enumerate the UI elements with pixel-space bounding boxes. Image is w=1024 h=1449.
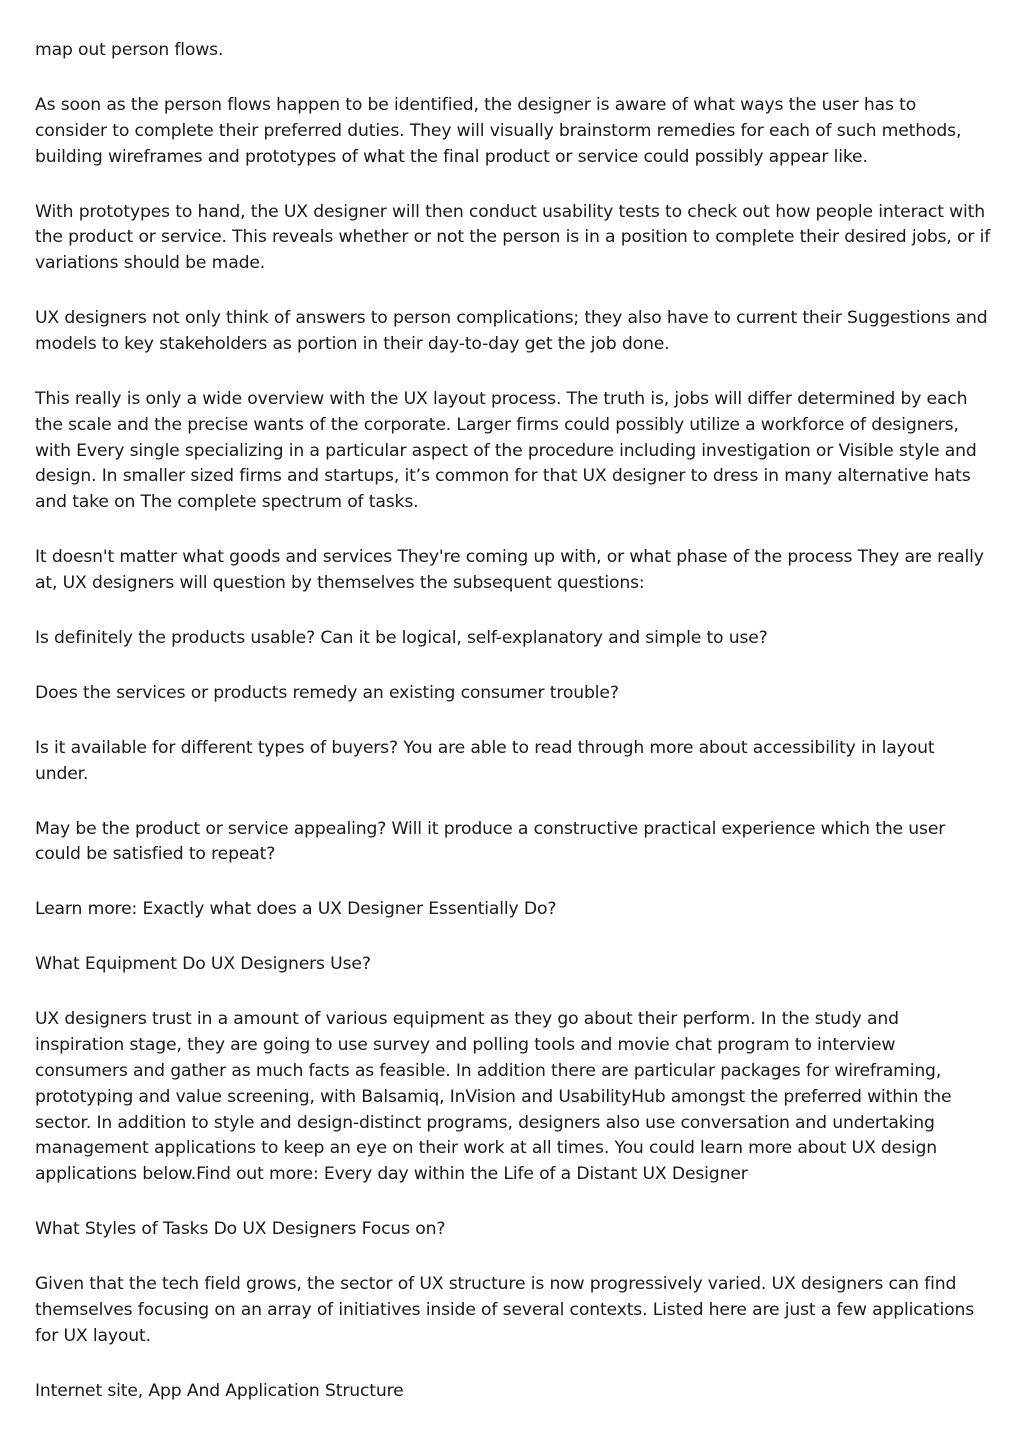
paragraph-stakeholders: UX designers not only think of answers to person complications; they also have to current their Suggestions and models to key stakeholders as portion in their day-to-day get the job done. [35,308,988,354]
section-heading-site-app: Internet site, App And Application Structure [35,1380,404,1401]
question-accessible: Is it available for different types of buyers? You are able to read through more about accessibility in layout under. [35,737,935,784]
paragraph-tasks: Given that the tech field grows, the sector of UX structure is now progressively varied. UX designers can find themselves focusing on an array of initiatives inside of several contexts. Listed here are just a few applications for UX layout. [35,1274,975,1346]
section-heading-tasks: What Styles of Tasks Do UX Designers Focus on? [35,1219,446,1240]
paragraph-intro-fragment: map out person flows. [35,40,224,60]
section-heading-equipment: What Equipment Do UX Designers Use? [35,954,371,975]
paragraph-questions-intro: It doesn't matter what goods and services They're coming up with, or what phase of the process They are really at, UX designers will question by themselves the subsequent questions: [35,547,984,593]
paragraph-process-overview: This really is only a wide overview with the UX layout process. The truth is, jobs will differ determined by each the scale and the precise wants of the corporate. Larger firms could possibly utilize a workforce of designers, with Every single specializing in a particular aspect of the procedure including investigation or Visible style and design. In smaller sized firms and startups, it’s common for that UX designer to dress in many alternative hats and take on The complete spectrum of tasks. [35,388,977,513]
question-appealing: May be the product or service appealing? Will it produce a constructive practical experience which the user could be satisfied to repeat? [35,818,946,865]
learn-more-line: Learn more: Exactly what does a UX Designer Essentially Do? [35,899,557,920]
question-usable: Is definitely the products usable? Can it be logical, self-explanatory and simple to use? [35,627,768,648]
paragraph-usability-tests: With prototypes to hand, the UX designer will then conduct usability tests to check out how people interact with the product or service. This reveals whether or not the person is in a position to complete their desired jobs, or if variations should be made. [35,201,991,274]
paragraph-user-flows: As soon as the person flows happen to be identified, the designer is aware of what ways the user has to consider to complete their preferred duties. They will visually brainstorm remedies for each of such methods, building wireframes and prototypes of what the final product or service could possibly appear like. [35,94,962,167]
document-body [35,38,993,1434]
question-problem: Does the services or products remedy an existing consumer trouble? [35,682,619,703]
paragraph-equipment: UX designers trust in a amount of various equipment as they go about their perform. In the study and inspiration stage, they are going to use survey and polling tools and movie chat program to interview consumers and gather as much facts as feasible. In addition there are particular packages for wireframing, prototyping and value screening, with Balsamiq, InVision and UsabilityHub amongst the preferred within the sector. In addition to style and design-distinct programs, designers also use conversation and undertaking management applications to keep an eye on their work at all times. You could learn more about UX design applications below.Find out more: Every day within the Life of a Distant UX Designer [35,1009,952,1185]
